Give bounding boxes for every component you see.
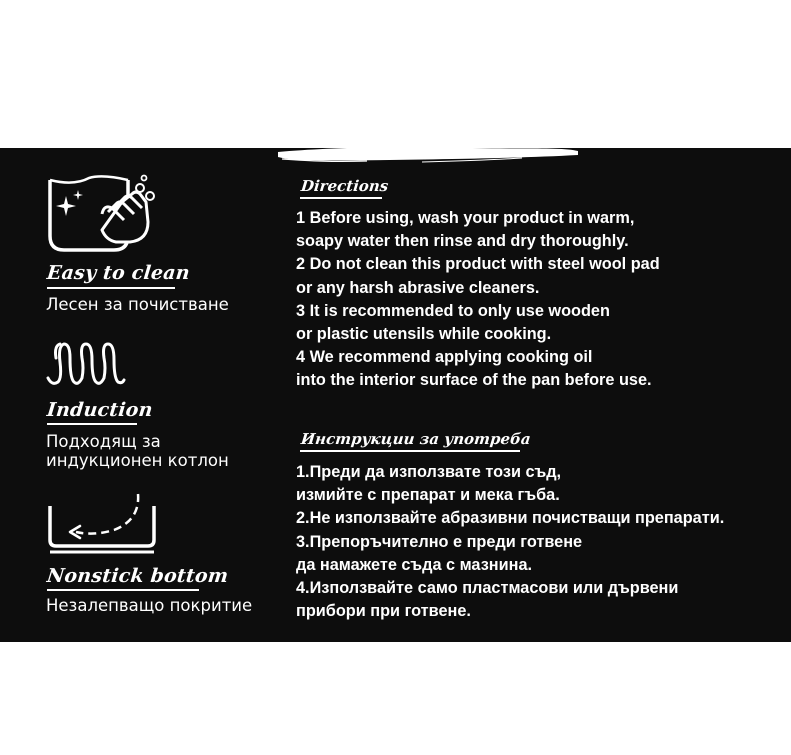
- feature-title: Easy to clean: [45, 262, 191, 284]
- title-underline: [47, 287, 175, 289]
- instructions-bg-heading: Инструкции за употреба: [300, 430, 532, 448]
- directions-line: soapy water then rinse and dry thoroughly.: [296, 232, 629, 251]
- feature-subtitle: Подходящ за индукционен котлон: [46, 432, 229, 470]
- directions-heading: Directions: [300, 177, 390, 195]
- instructions-bg-text: [296, 461, 724, 623]
- hand-washing-pot-icon: [44, 174, 156, 256]
- directions-line: into the interior surface of the pan before use.: [296, 371, 652, 390]
- instructions-bg-line: 4.Използвайте само пластмасови или дървени: [296, 578, 679, 597]
- directions-line: 1 Before using, wash your product in warm,: [296, 209, 635, 227]
- feature-subtitle: Незалепващо покритие: [46, 596, 253, 615]
- instructions-bg-line: 3.Препоръчително е преди готвене: [296, 532, 583, 551]
- instructions-bg-line: да намажете съда с мазнина.: [296, 555, 533, 574]
- directions-line: 3 It is recommended to only use wooden: [296, 301, 610, 320]
- brush-stroke-decoration: [272, 143, 582, 165]
- directions-line: 4 We recommend applying cooking oil: [296, 348, 593, 367]
- directions-line: 2 Do not clean this product with steel wool pad: [296, 255, 660, 274]
- title-underline: [47, 423, 137, 425]
- feature-title: Induction: [45, 399, 154, 421]
- instructions-bg-line: 2.Не използвайте абразивни почистващи препарати.: [296, 509, 725, 528]
- induction-coil-icon: [44, 338, 126, 390]
- heading-underline: [300, 450, 520, 452]
- instructions-bg-line: прибори при готвене.: [296, 602, 471, 621]
- instructions-bg-line: измийте с препарат и мека гъба.: [296, 486, 560, 505]
- directions-text: [296, 207, 660, 393]
- nonstick-pan-icon: [44, 490, 162, 554]
- feature-title: Nonstick bottom: [45, 565, 230, 587]
- directions-line: or any harsh abrasive cleaners.: [296, 278, 540, 297]
- feature-subtitle: Лесен за почистване: [46, 295, 229, 314]
- heading-underline: [300, 197, 382, 199]
- title-underline: [47, 589, 199, 591]
- directions-line: or plastic utensils while cooking.: [296, 324, 552, 343]
- instructions-bg-line: 1.Преди да използвате този съд,: [296, 463, 562, 481]
